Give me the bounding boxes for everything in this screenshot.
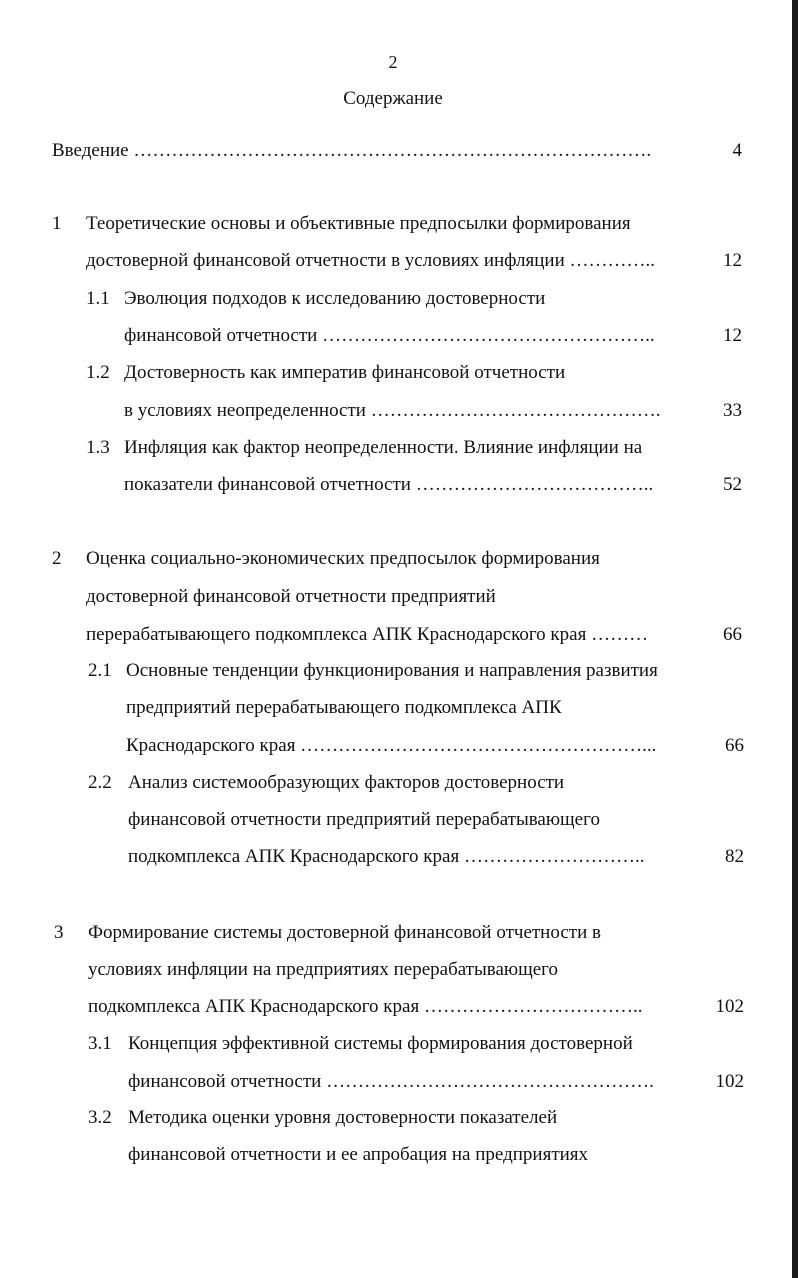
section2-2-page: 82 xyxy=(725,846,744,867)
chapter3-title-line2: условиях инфляции на предприятиях перерабатывающего xyxy=(88,959,558,980)
chapter3-page: 102 xyxy=(715,996,744,1017)
section3-2-line1: Методика оценки уровня достоверности показателей xyxy=(128,1107,558,1128)
section2-1-line2: предприятий перерабатывающего подкомплекса АПК xyxy=(126,697,562,718)
section1-2-line1: Достоверность как императив финансовой отчетности xyxy=(124,362,566,383)
section1-3-line2: показатели финансовой отчетности ……………………………….. xyxy=(124,474,654,495)
section2-1-line1: Основные тенденции функционирования и направления развития xyxy=(126,660,658,681)
section3-1-number: 3.1 xyxy=(88,1033,112,1054)
section1-1-number: 1.1 xyxy=(86,288,110,309)
chapter3-number: 3 xyxy=(54,922,64,943)
section3-2-number: 3.2 xyxy=(88,1107,112,1128)
section2-1-line3: Краснодарского края ………………………………………………... xyxy=(126,735,657,756)
section2-2-number: 2.2 xyxy=(88,772,112,793)
chapter1-number: 1 xyxy=(52,213,62,234)
section1-2-number: 1.2 xyxy=(86,362,110,383)
chapter3-title-line3: подкомплекса АПК Краснодарского края …………………………….. xyxy=(88,996,643,1017)
chapter2-title-line3: перерабатывающего подкомплекса АПК Краснодарского края ……… xyxy=(86,624,649,645)
section1-3-page: 52 xyxy=(723,474,742,495)
section2-2-line1: Анализ системообразующих факторов достоверности xyxy=(128,772,565,793)
chapter1-title-line2: достоверной финансовой отчетности в условиях инфляции ………….. xyxy=(86,250,655,271)
chapter2-number: 2 xyxy=(52,548,62,569)
page-title: Содержание xyxy=(343,88,443,109)
chapter1-title-line1: Теоретические основы и объективные предпосылки формирования xyxy=(86,213,631,234)
chapter2-title-line1: Оценка социально-экономических предпосылок формирования xyxy=(86,548,600,569)
section1-2-line2: в условиях неопределенности ………………………………………. xyxy=(124,400,661,421)
section1-3-number: 1.3 xyxy=(86,437,110,458)
section1-2-page: 33 xyxy=(723,400,742,421)
section3-1-page: 102 xyxy=(715,1071,744,1092)
section2-1-number: 2.1 xyxy=(88,660,112,681)
section2-2-line3: подкомплекса АПК Краснодарского края ……………………….. xyxy=(128,846,645,867)
scan-edge xyxy=(792,0,798,1278)
section2-2-line2: финансовой отчетности предприятий перерабатывающего xyxy=(128,809,600,830)
toc-intro-label: Введение ………………………………………………………………………. xyxy=(52,140,652,161)
section3-1-line1: Концепция эффективной системы формирования достоверной xyxy=(128,1033,633,1054)
section1-1-line2: финансовой отчетности …………………………………………….. xyxy=(124,325,655,346)
section2-1-page: 66 xyxy=(725,735,744,756)
page-number: 2 xyxy=(388,52,398,72)
section1-1-page: 12 xyxy=(723,325,742,346)
toc-intro-page: 4 xyxy=(732,140,742,161)
section3-1-line2: финансовой отчетности ……………………………………………. xyxy=(128,1071,654,1092)
chapter1-page: 12 xyxy=(723,250,742,271)
chapter2-page: 66 xyxy=(723,624,742,645)
chapter3-title-line1: Формирование системы достоверной финансовой отчетности в xyxy=(88,922,601,943)
section1-1-line1: Эволюция подходов к исследованию достоверности xyxy=(124,288,546,309)
section3-2-line2: финансовой отчетности и ее апробация на предприятиях xyxy=(128,1144,589,1165)
section1-3-line1: Инфляция как фактор неопределенности. Влияние инфляции на xyxy=(124,437,643,458)
chapter2-title-line2: достоверной финансовой отчетности предприятий xyxy=(86,586,496,607)
